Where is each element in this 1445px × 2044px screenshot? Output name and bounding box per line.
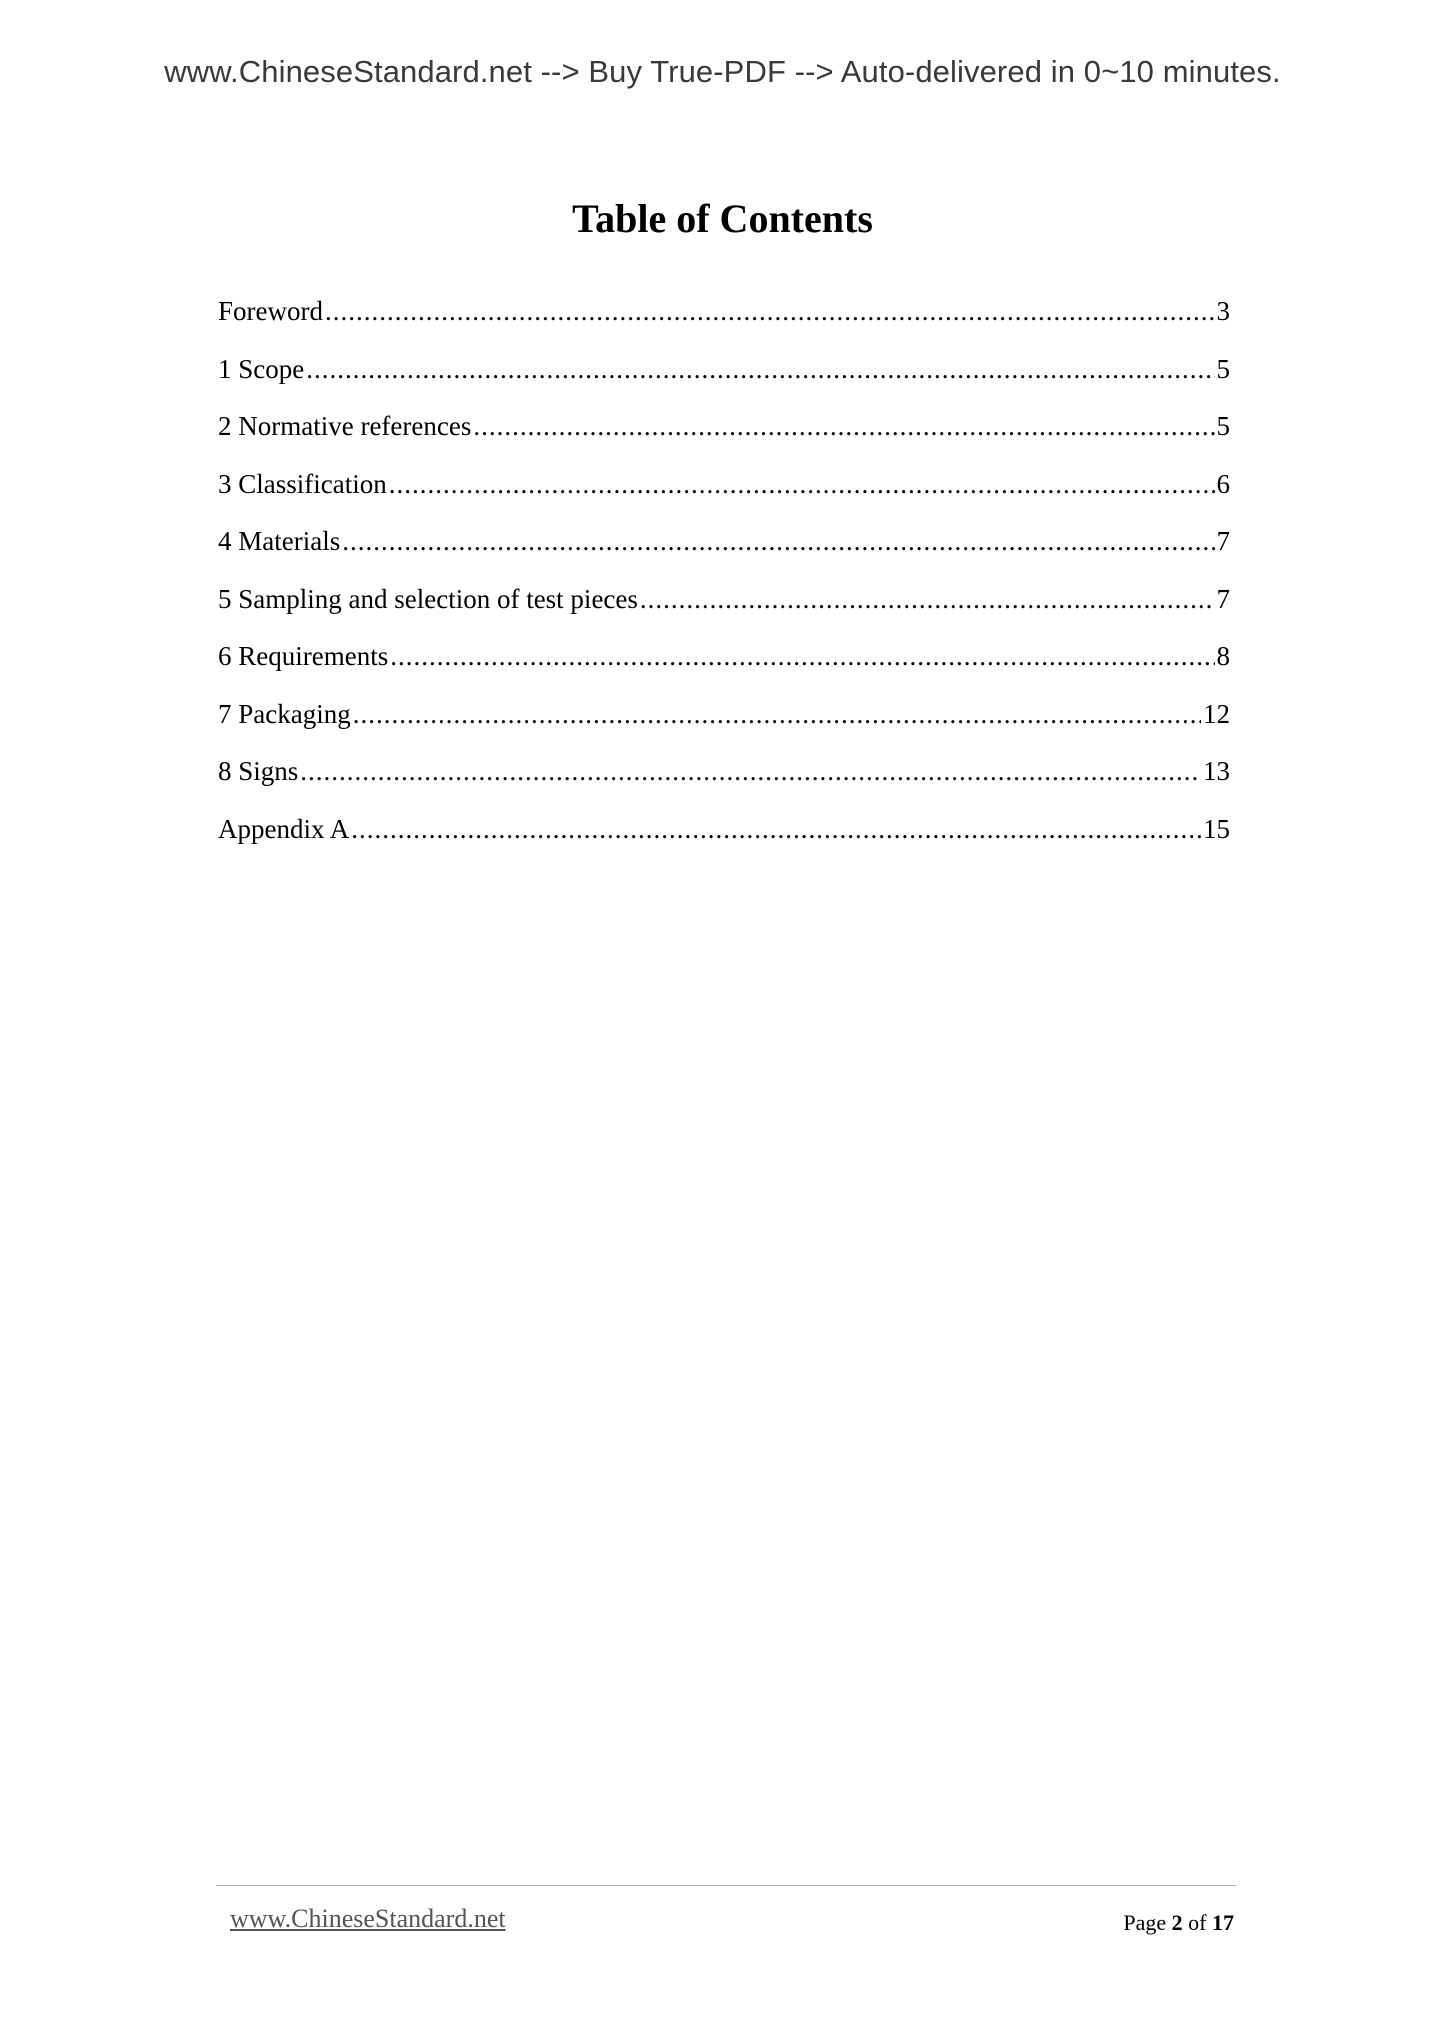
page-total: 17	[1212, 1910, 1234, 1935]
page-of: of	[1188, 1910, 1207, 1935]
toc-entry-page: 12	[1203, 698, 1230, 729]
toc-entry-label: Foreword	[218, 296, 323, 326]
footer-page-number	[1123, 1910, 1234, 1936]
toc-title: Table of Contents	[572, 196, 873, 241]
toc-entry-label: 2 Normative references	[218, 411, 472, 441]
toc-leader-dots	[325, 296, 1215, 327]
toc-leader-dots	[351, 814, 1201, 845]
toc-entry-appendix-a[interactable]	[218, 814, 1230, 872]
toc-entry-page: 7	[1216, 526, 1230, 556]
toc-entry-label: Appendix A	[218, 813, 350, 844]
footer-divider	[216, 1885, 1236, 1886]
page-current: 2	[1171, 1910, 1183, 1935]
toc-entry-label: 6 Requirements	[218, 641, 389, 671]
toc-leader-dots	[353, 699, 1201, 730]
toc-entry-page: 13	[1203, 756, 1230, 786]
toc-entry-sampling[interactable]	[218, 584, 1230, 642]
toc-entry-page: 8	[1216, 641, 1230, 671]
toc-entry-normative-references[interactable]	[218, 411, 1230, 469]
toc-leader-dots	[473, 411, 1214, 442]
footer-website-link[interactable]: www.ChineseStandard.net	[230, 1904, 506, 1933]
toc-entry-signs[interactable]	[218, 756, 1230, 814]
toc-entry-label: 3 Classification	[218, 468, 387, 499]
toc-entry-classification[interactable]	[218, 469, 1230, 527]
toc-entry-materials[interactable]	[218, 526, 1230, 584]
toc-entry-page: 15	[1203, 813, 1230, 844]
toc-entry-page: 3	[1216, 296, 1230, 326]
toc-leader-dots	[640, 584, 1215, 615]
toc-entry-scope[interactable]	[218, 354, 1230, 412]
toc-entry-page: 5	[1216, 411, 1230, 441]
toc-entry-requirements[interactable]	[218, 641, 1230, 699]
toc-entry-page: 6	[1216, 468, 1230, 499]
toc-leader-dots	[306, 354, 1214, 385]
toc-entry-page: 7	[1216, 583, 1230, 614]
toc-entry-label: 8 Signs	[218, 756, 299, 786]
toc-leader-dots	[342, 526, 1214, 557]
toc-entry-foreword[interactable]	[218, 296, 1230, 354]
toc-leader-dots	[389, 469, 1215, 500]
page-prefix: Page	[1123, 1910, 1167, 1935]
table-of-contents	[218, 296, 1230, 871]
toc-entry-page: 5	[1216, 353, 1230, 384]
toc-leader-dots	[390, 641, 1214, 672]
top-banner: www.ChineseStandard.net --> Buy True-PDF --> Auto-delivered in 0~10 minutes.	[164, 54, 1281, 89]
toc-entry-packaging[interactable]	[218, 699, 1230, 757]
toc-entry-label: 7 Packaging	[218, 698, 351, 729]
toc-entry-label: 4 Materials	[218, 526, 341, 556]
toc-entry-label: 5 Sampling and selection of test pieces	[218, 583, 638, 614]
toc-entry-label: 1 Scope	[218, 353, 305, 384]
toc-leader-dots	[300, 756, 1201, 787]
